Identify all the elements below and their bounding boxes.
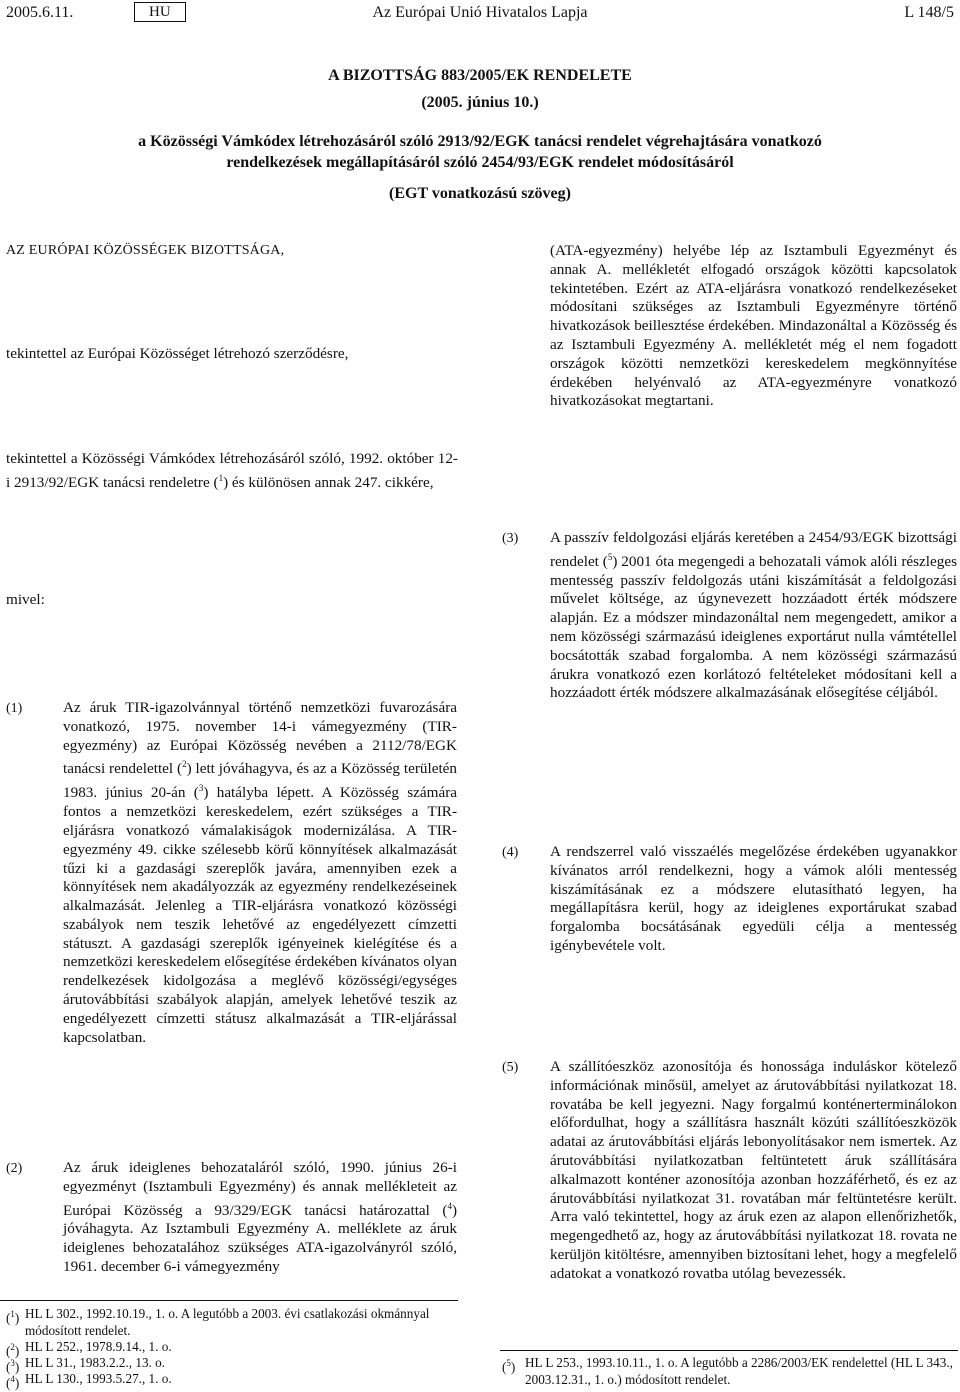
footnote-ref-1: 1: [218, 472, 224, 483]
recital-4: A rendszerrel való visszaélés megelőzése érdekében ugyanakkor kívánatos arról rendelkezni, hogy a vámok alóli mentesség kiszámításának ez a módszere elutasítható legyen, ha megállapításra kerül, hogy az ideiglenes exportárukat szabad forgalomba bocsátásának egyedüli célja a mentesség igénybevétele volt.: [550, 843, 957, 954]
recital-2: [63, 1159, 457, 1277]
regulation-title: A BIZOTTSÁG 883/2005/EK RENDELETE: [328, 67, 632, 84]
recital-1-text-b: ) lett jóváhagyva, és az a Közösség területén 1983. június 20-án (: [63, 760, 457, 802]
footnote-4: HL L 130., 1993.5.27., 1. o.: [25, 1371, 172, 1386]
recital-number-1: (1): [6, 701, 23, 716]
having-regard-treaty: tekintettel az Európai Közösséget létrehozó szerződésre,: [6, 345, 349, 362]
footnote-5: HL L 253., 1993.10.11., 1. o. A legutóbb a 2286/2003/EK rendelettel (HL L 343., 2003.12.31., 1. o.) módosított rendelet.: [525, 1355, 953, 1387]
eea-relevance: (EGT vonatkozású szöveg): [389, 185, 571, 202]
footnote-ref-4: 4: [447, 1200, 452, 1211]
header-date: 2005.6.11.: [6, 4, 74, 21]
recital-number-4: (4): [502, 845, 519, 860]
footnote-ref-5: 5: [607, 551, 613, 562]
having-regard-text-a: tekintettel a Közösségi Vámkódex létrehozásáról szóló, 1992. október 12-i 2913/92/EGK tanácsi rendeletre (: [6, 450, 458, 491]
recital-2-text-b: ) jóváhagyta. Az Isztambuli Egyezmény A. melléklete az áruk ideiglenes behozatalához szükséges ATA-igazolványról szóló, 1961. december 6-i vámegyezmény: [63, 1201, 457, 1276]
footnote-number-5: ($^5$): [502, 1358, 516, 1375]
footnote-divider-right: [500, 1350, 958, 1351]
recital-2-text-a: Az áruk ideiglenes behozataláról szóló, 1990. június 26-i egyezményt (Isztambuli Egyezmény) és annak mellékleteit az Európai Közösség a 93/329/EGK tanácsi határozattal (: [63, 1159, 457, 1219]
journal-title: Az Európai Unió Hivatalos Lapja: [372, 4, 588, 21]
recital-1-text-a: Az áruk TIR-igazolvánnyal történő nemzetközi fuvarozására vonatkozó, 1975. november 14-i vámegyezmény (TIR-egyezmény) az Európai Közösség nevében a 2112/78/EGK tanácsi rendelettel (: [63, 699, 457, 778]
recital-2-continuation: (ATA-egyezmény) helyébe lép az Isztambuli Egyezményt és annak A. mellékletét elfogadó országok közötti kapcsolatok tekintetében. Ezért az ATA-eljárásra vonatkozó rendelkezéseket módosítani szükséges az Isztambuli Egyezményre történő hivatkozások beillesztése érdekében. Mindazonáltal a Közösség és az Isztambuli Egyezmény A. mellékletét még el nem fogadott országok közötti nemzetközi kereskedelem megkönnyítése érdekében helyénvaló az ATA-egyezményre vonatkozó hivatkozásokat megtartani.: [550, 242, 957, 410]
footnote-3: HL L 31., 1983.2.2., 13. o.: [25, 1355, 166, 1370]
footnote-number-4: ($^4$): [6, 1374, 20, 1391]
recital-3: [550, 529, 957, 703]
recital-number-5: (5): [502, 1060, 519, 1075]
having-regard-text-b: ) és különösen annak 247. cikkére,: [223, 473, 434, 491]
commission-heading: AZ EURÓPAI KÖZÖSSÉGEK BIZOTTSÁGA,: [6, 243, 285, 258]
recital-3-text-b: ) 2001 óta megengedi a behozatali vámok alóli részleges mentesség passzív feldolgozás utáni kiszámítását a feldolgozási művelet költsége, az úgynevezett hozzáadott érték módszere alapján. Ez a módszer mindazonáltal nem megengedett, amikor a nem közösségi származású ideiglenes exportárut nulla vámtétellel bocsátották szabad forgalomba. A nem közösségi származású árukra vonatkozó ezen korlátozó feltételeket módosítani kell a hozzáadott érték módszere alkalmazásának elősegítése céljából.: [550, 552, 958, 702]
recital-1: [63, 699, 457, 1047]
footnote-ref-2: 2: [182, 759, 187, 770]
recital-number-3: (3): [502, 531, 519, 546]
language-box: HU: [134, 2, 186, 22]
recital-5: A szállítóeszköz azonosítója és honossága induláskor kötelező információnak minősül, amelyet az árutovábbítási nyilatkozat 18. rovatába be kell jegyezni. Nagy forgalmú konténerterminálokon előfordulhat, hogy a szállításra használt közúti szállítóeszközök adatai az árutovábbítási eljárás lebonyolításakor nem ismertek. Az árutovábbítási nyilatkozatban feltüntetett áruk szállítására alkalmazott konténer azonosítója azonban hozzáférhető, és ez az árutovábbítási nyilatkozat 31. rovatában már feltüntetésre került. Arra való tekintettel, hogy az áruk ezen az alapon ellenőrizhetők, megengedhető az, hogy az árutovábbítási nyilatkozat 18. rovata ne kerüljön kitöltésre, amennyiben biztosítani lehet, hogy a megfelelő adatokat a vonatkozó rovatba utólag bevezessék.: [550, 1058, 957, 1282]
whereas-heading: mivel:: [6, 591, 45, 608]
footnote-number-2: ($^2$): [6, 1342, 20, 1359]
footnote-divider-left: [0, 1300, 458, 1301]
regulation-subject-line1: a Közösségi Vámkódex létrehozásáról szóló 2913/92/EGK tanácsi rendelet végrehajtására vonatkozó: [138, 133, 822, 150]
footnote-number-1: ($^1$): [6, 1309, 20, 1326]
recital-1-text-c: ) hatályba lépett. A Közösség számára fontos a nemzetközi kereskedelem, ezért szükséges a TIR-eljárásra vonatkozó vámalakiságok modernizálása. A TIR-egyezmény 49. cikke szélesebb körű könnyítések alkalmazását tűzi ki a gazdasági szereplők javára, amennyiben ezek a könnyítések nem akadályozzák az egyezmény rendelkezéseinek alkalmazását. Jelenleg a TIR-eljárásra vonatkozó közösségi szabályok nem teszik lehetővé az engedélyezett címzetti státuszt. A gazdasági szereplők igényeinek kielégítése és a nemzetközi kereskedelem elősegítése érdekében kívánatos olyan rendelkezések kidolgozása a meglévő közösségi/egységes árutovábbítási szabályok alapján, amelyek lehetővé teszik az engedélyezett címzetti státusz alkalmazását a TIR-eljárással kapcsolatban.: [63, 784, 457, 1046]
footnote-1: HL L 302., 1992.10.19., 1. o. A legutóbb a 2003. évi csatlakozási okmánnyal módosított rendelet.: [25, 1306, 430, 1338]
page-number: L 148/5: [904, 4, 954, 21]
having-regard-customs-code: [6, 450, 458, 493]
recital-3-text-a: A passzív feldolgozási eljárás keretében a 2454/93/EGK bizottsági rendelet (: [550, 529, 957, 570]
footnote-ref-3: 3: [198, 783, 204, 794]
footnote-2: HL L 252., 1978.9.14., 1. o.: [25, 1339, 172, 1354]
regulation-subject-line2: rendelkezések megállapításáról szóló 2454/93/EGK rendelet módosításáról: [226, 154, 734, 171]
regulation-date: (2005. június 10.): [421, 94, 539, 111]
recital-number-2: (2): [6, 1161, 23, 1176]
footnote-number-3: ($^3$): [6, 1358, 20, 1375]
